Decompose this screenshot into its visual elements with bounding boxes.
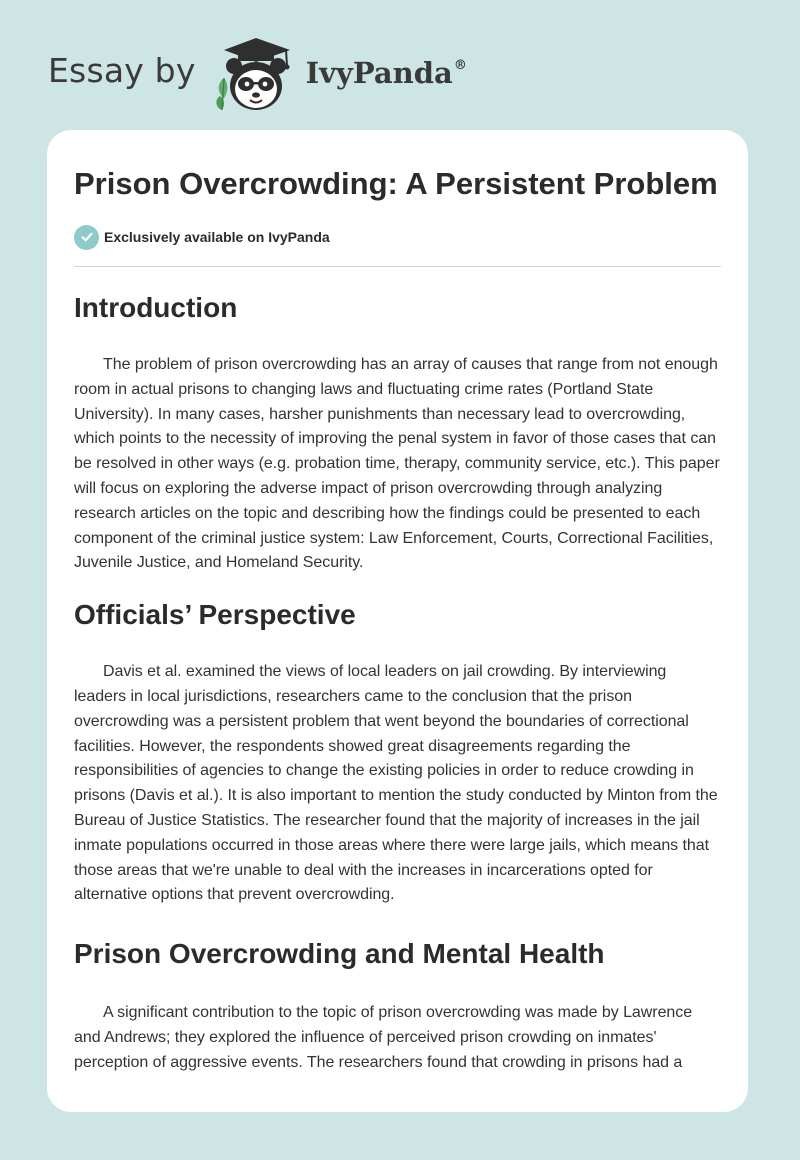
panda-logo-graphic <box>210 34 298 114</box>
section-heading-introduction: Introduction <box>74 292 238 323</box>
section-paragraph-mental-health: A significant contribution to the topic of prison overcrowding was made by Lawrence and Andrews; they explored the influence of perceived prison crowding on inmates' perception of aggressive events. The researchers found that crowding in prisons had a <box>74 1004 693 1071</box>
divider <box>74 266 721 267</box>
section-heading-officials-perspective: Officials’ Perspective <box>74 599 356 631</box>
ivypanda-logo-icon[interactable] <box>210 34 298 114</box>
essay-by-label: Essay by <box>48 50 196 90</box>
site-header <box>48 34 467 114</box>
brand-name-text: IvyPanda <box>305 56 453 90</box>
brand-name[interactable] <box>306 56 467 90</box>
section-heading-mental-health: Prison Overcrowding and Mental Health <box>74 938 605 970</box>
registered-mark: ® <box>453 58 467 73</box>
essay-card <box>47 130 748 1112</box>
section-paragraph-introduction: The problem of prison overcrowding has an array of causes that range from not enough room in actual prisons to changing laws and fluctuating crime rates (Portland State University). In many cases, harsher punishments than necessary lead to overcrowding, which points to the necessity of improving the penal system in favor of those cases that can be resolved in other ways (e.g. probation time, therapy, community service, etc.). This paper will focus on exploring the adverse impact of prison overcrowding through analyzing research articles on the topic and describing how the findings could be presented to each component of the criminal justice system: Law Enforcement, Courts, Correctional Facilities, Juvenile Justice, and Homeland Security. <box>74 356 720 572</box>
exclusive-badge <box>74 224 721 250</box>
check-icon <box>74 225 99 250</box>
exclusive-badge-text: Exclusively available on IvyPanda <box>104 229 330 245</box>
section-paragraph-officials-perspective: Davis et al. examined the views of local leaders on jail crowding. By interviewing leaders in local jurisdictions, researchers came to the conclusion that the prison overcrowding was a persistent problem that went beyond the boundaries of correctional facilities. However, the respondents showed great disagreements regarding the responsibilities of agencies to change the existing policies in order to reduce crowding in prisons (Davis et al.). It is also important to mention the study conducted by Minton from the Bureau of Justice Statistics. The researcher found that the majority of increases in the jail inmate populations occurred in those areas where there were large jails, which means that those areas that we're unable to deal with the increases in incarcerations opted for alternative options that prevent overcrowding. <box>74 663 718 904</box>
essay-title: Prison Overcrowding: A Persistent Problem <box>74 166 718 201</box>
